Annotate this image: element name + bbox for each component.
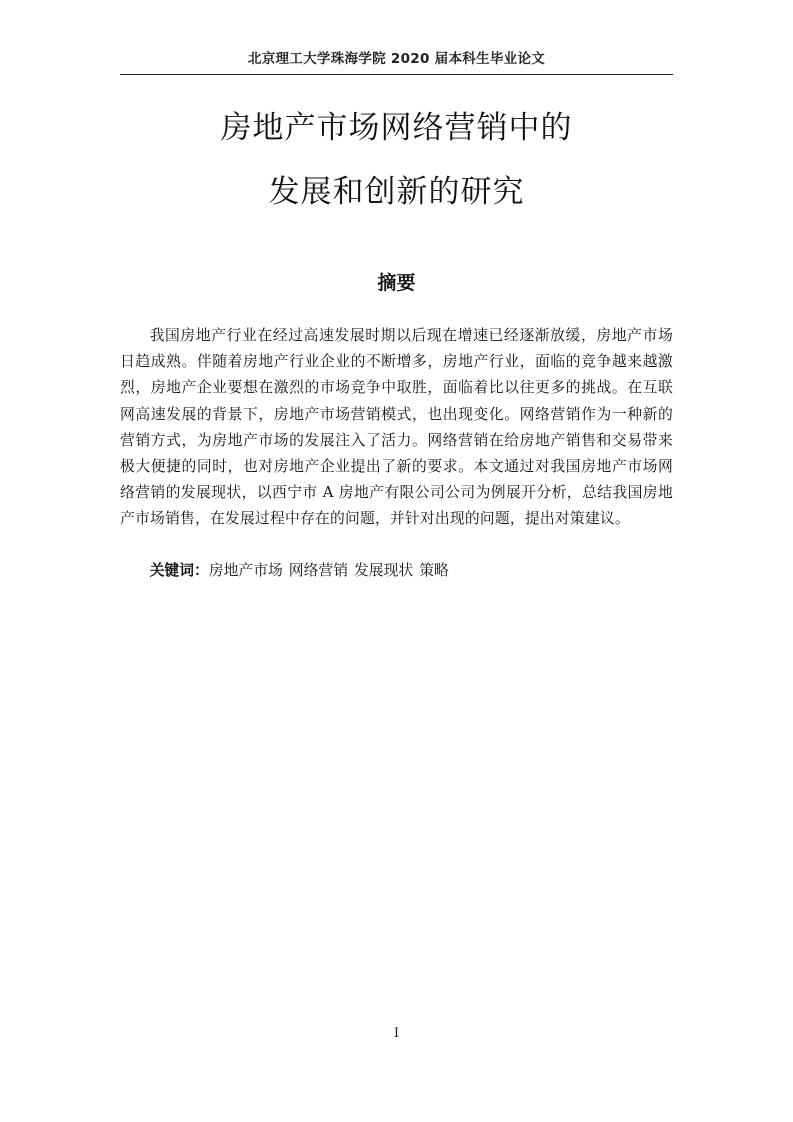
keyword-item: 发展现状 xyxy=(354,562,414,579)
keywords-label: 关键词： xyxy=(149,562,209,579)
keyword-item: 房地产市场 xyxy=(208,562,283,579)
thesis-title-line-2: 发展和创新的研究 xyxy=(268,174,525,210)
page-number: I xyxy=(393,1026,400,1041)
abstract-body: 我国房地产行业在经过高速发展时期以后现在增速已经逐渐放缓，房地产市场日趋成熟。伴随着房地产行业企业的不断增多，房地产行业，面临的竞争越来越激烈，房地产企业要想在激烈的市场竞争中取胜，面临着比以往更多的挑战。在互联网高速发展的背景下，房地产市场营销模式，也出现变化。网络营销作为一种新的营销方式，为房地产市场的发展注入了活力。网络营销在给房地产销售和交易带来极大便捷的同时，也对房地产企业提出了新的要求。本文通过对我国房地产市场网络营销的发展现状，以西宁市 A 房地产有限公司公司为例展开分析，总结我国房地产市场销售，在发展过程中存在的问题，并针对出现的问题，提出对策建议。 xyxy=(120,327,673,528)
keywords-line xyxy=(120,558,673,584)
keyword-item: 网络营销 xyxy=(288,562,348,579)
keyword-item: 策略 xyxy=(419,562,449,579)
abstract-heading: 摘要 xyxy=(377,272,416,294)
thesis-title-line-1: 房地产市场网络营销中的 xyxy=(220,110,573,146)
header-rule xyxy=(120,74,673,75)
running-header: 北京理工大学珠海学院 2020 届本科生毕业论文 xyxy=(247,51,546,67)
